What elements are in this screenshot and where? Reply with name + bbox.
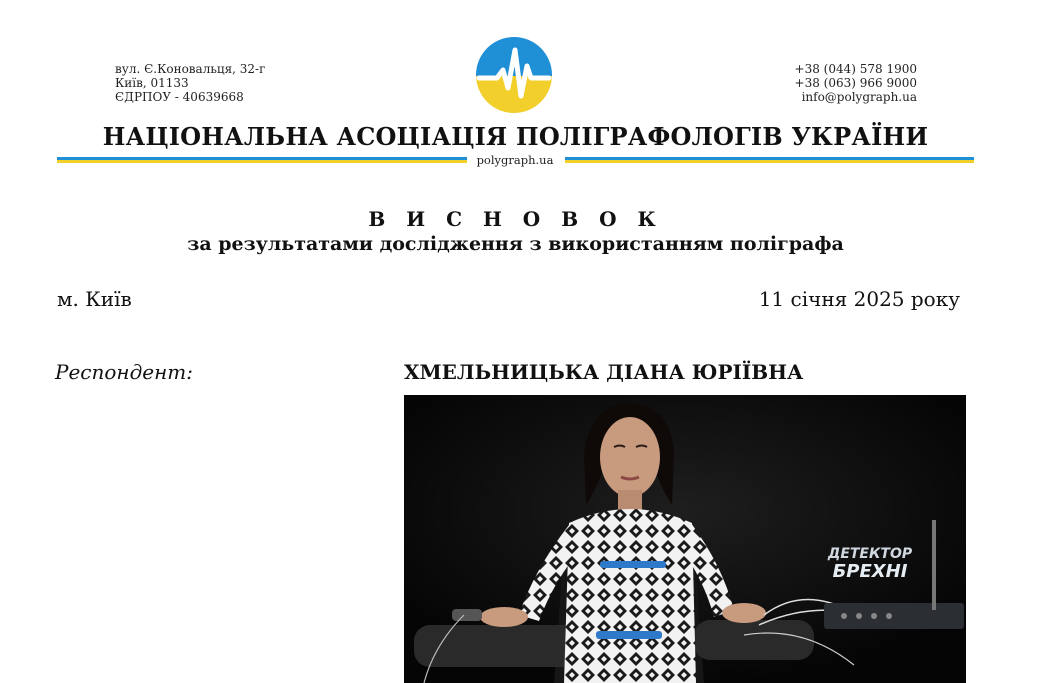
- photo-scene: [404, 395, 966, 683]
- sign-text-line2: БРЕХНІ: [832, 561, 908, 582]
- dress: [564, 509, 696, 683]
- document-subtitle: за результатами дослідження з використанням поліграфа: [187, 233, 844, 255]
- letterhead-contacts: [795, 62, 917, 104]
- address-line: Київ, 01133: [115, 76, 189, 90]
- sensor-belt-lower: [596, 631, 662, 639]
- sensor-belt-upper: [600, 561, 666, 568]
- organization-name: НАЦІОНАЛЬНА АСОЦІАЦІЯ ПОЛІГРАФОЛОГІВ УКРАЇНИ: [102, 122, 929, 151]
- letterhead-address: [115, 62, 265, 104]
- document-title: В И С Н О В О К: [368, 207, 663, 231]
- divider-left: [57, 157, 467, 163]
- address-line: вул. Є.Коновальця, 32-г: [115, 62, 266, 76]
- document-date: 11 січня 2025 року: [758, 287, 960, 311]
- sign-text-line1: ДЕТЕКТОР: [827, 546, 913, 562]
- respondent-label: Респондент:: [55, 360, 193, 384]
- address-line: ЄДРПОУ - 40639668: [115, 90, 244, 104]
- chair-armrest-right: [694, 620, 814, 660]
- heartbeat-logo-icon: [475, 36, 553, 114]
- email-line: info@polygraph.ua: [801, 90, 917, 104]
- sign-post: [932, 520, 936, 610]
- respondent-photo: [404, 395, 966, 683]
- document-city: м. Київ: [57, 287, 132, 311]
- divider-right: [565, 157, 974, 163]
- website-text: polygraph.ua: [476, 153, 554, 167]
- respondent-name: ХМЕЛЬНИЦЬКА ДІАНА ЮРІЇВНА: [404, 360, 804, 384]
- face: [600, 417, 660, 497]
- phone-line: +38 (044) 578 1900: [794, 62, 917, 76]
- finger-sensor: [452, 609, 482, 621]
- phone-line: +38 (063) 966 9000: [794, 76, 917, 90]
